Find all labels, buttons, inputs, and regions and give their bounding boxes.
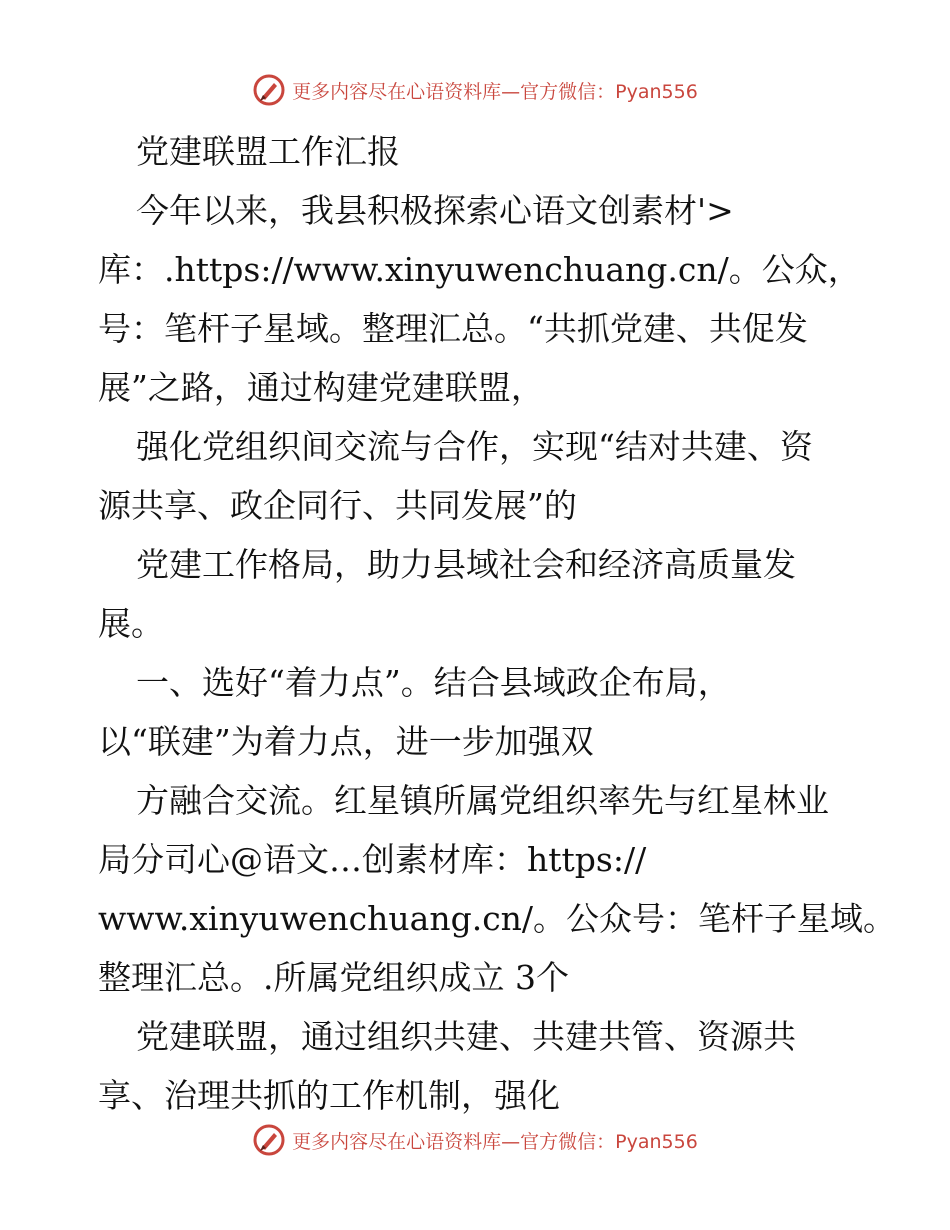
document-line: 党建联盟，通过组织共建、共建共管、资源共 [136, 1017, 796, 1056]
document-line: 今年以来，我县积极探索心语文创素材'> [136, 191, 734, 230]
document-line: 源共享、政企同行、共同发展”的 [98, 486, 577, 525]
document-line: 局分司心@语文…创素材库：https:// [98, 840, 647, 879]
document-line: 整理汇总。.所属党组织成立 3个 [98, 958, 569, 997]
document-line: 展。 [98, 604, 164, 643]
document-line: 库：.https://www.xinyuwenchuang.cn/。公众， [98, 250, 861, 289]
document-line: 以“联建”为着力点，进一步加强双 [98, 722, 594, 761]
document-body [98, 122, 897, 1125]
footer-watermark-banner [0, 1120, 950, 1160]
pen-nib-seal-icon [252, 1123, 286, 1157]
document-line: 展”之路，通过构建党建联盟， [98, 368, 544, 407]
document-line: 党建工作格局，助力县域社会和经济高质量发 [136, 545, 796, 584]
pen-nib-seal-icon [252, 73, 286, 107]
header-banner-text: 更多内容尽在心语资料库—官方微信：Pyan556 [292, 80, 698, 103]
document-line: 党建联盟工作汇报 [136, 132, 400, 171]
document-line: 一、选好“着力点”。结合县域政企布局， [136, 663, 731, 702]
header-watermark-banner [0, 70, 950, 110]
document-line: www.xinyuwenchuang.cn/。公众号：笔杆子星域。 [98, 899, 897, 938]
document-line: 强化党组织间交流与合作，实现“结对共建、资 [136, 427, 813, 466]
document-line: 号：笔杆子星域。整理汇总。“共抓党建、共促发 [98, 309, 808, 348]
document-line: 方融合交流。红星镇所属党组织率先与红星林业 [136, 781, 829, 820]
document-line: 享、治理共抓的工作机制，强化 [98, 1076, 560, 1115]
footer-banner-text: 更多内容尽在心语资料库—官方微信：Pyan556 [292, 1130, 698, 1153]
